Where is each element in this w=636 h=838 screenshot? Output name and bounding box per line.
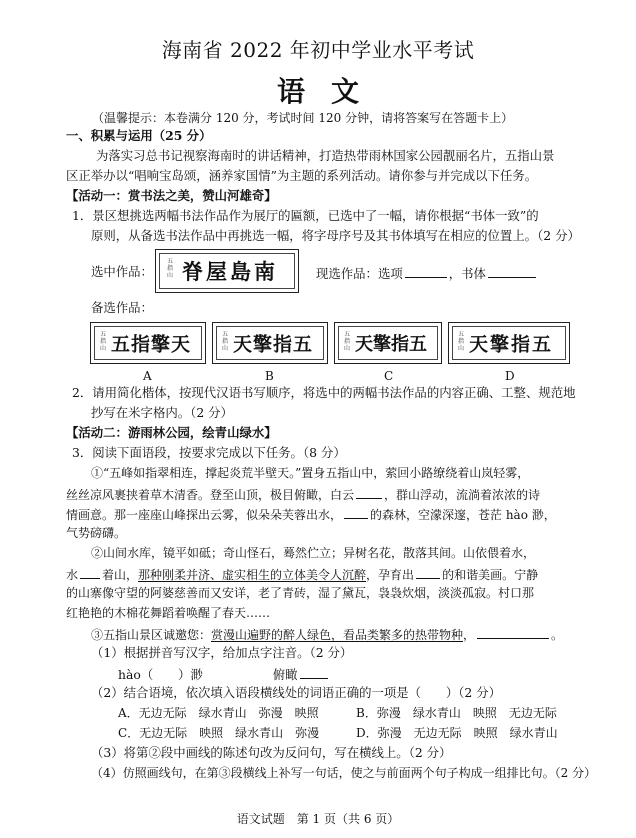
question-1-line-1: 1．景区想挑选两幅书法作品作为展厅的匾额，已选中了一幅，请你根据“书体一致”的 xyxy=(72,208,539,223)
seal-mark: 五指山 xyxy=(457,331,464,352)
subquestion-4: （4）仿照画线句，在第③段横线上补写一句话，使之与前面两个句子构成一组排比句。（2 分） xyxy=(91,766,597,780)
current-selection xyxy=(316,266,538,280)
option-c: C．无边无际 映照 绿水青山 弥漫 xyxy=(118,726,320,740)
passage-blank-2[interactable] xyxy=(344,507,368,519)
candidate-d-letter: D xyxy=(505,369,515,383)
passage-2-line-3: 的山寨像守望的阿婆慈善而又安详，老了青砖，湿了黛瓦，袅袅炊烟，淡淡孤寂。村口那 xyxy=(66,586,535,600)
pinyin-answer-blank[interactable] xyxy=(300,667,328,679)
question-1-line-2: 原则，从备选书法作品中再挑选一幅，将字母序号及其书体填写在相应的位置上。（2 分） xyxy=(91,228,580,243)
passage-3-line-1: ③五指山景区诚邀您：赏漫山遍野的醉人绿色，看品类繁多的热带物种， 。 xyxy=(91,628,564,642)
passage-blank-3[interactable] xyxy=(80,567,100,579)
subquestion-1-items: hào（ ）渺 俯瞰 xyxy=(118,667,330,681)
passage-1-line-3: 情画意。那一座座山峰探出云雾，似朵朵芙蓉出水， 的森林，空濛深邃，苍茫 hào 渺， xyxy=(66,508,556,522)
intro-line-2: 区正举办以“唱响宝岛颂，涵养家国情”为主题的系列活动。请你参与并完成以下任务。 xyxy=(66,168,538,183)
option-b: B．弥漫 绿水青山 映照 无边无际 xyxy=(356,706,557,720)
candidate-c-frame xyxy=(334,322,442,364)
passage-2-line-4: 红艳艳的木棉花舞蹈着唤醒了春天…… xyxy=(66,606,271,620)
passage-2-line-2: 水 着山，那种刚柔并济、虚实相生的立体美令人沉醉，孕育出 的和谐美画。宁静 xyxy=(66,568,539,582)
selected-work-label: 选中作品： xyxy=(91,264,153,279)
page-footer: 语文试题 第 1 页（共 6 页） xyxy=(236,812,400,826)
candidate-c-text: 天擎指五 xyxy=(355,334,427,355)
activity-2-title: 【活动二：游雨林公园，绘青山绿水】 xyxy=(66,425,277,440)
section-title: 一、积累与运用（25 分） xyxy=(66,128,212,143)
question-2-line-2: 抄写在米字格内。（2 分） xyxy=(91,405,233,420)
option-a: A．无边无际 绿水青山 弥漫 映照 xyxy=(118,706,319,720)
option-d: D．弥漫 无边无际 映照 绿水青山 xyxy=(356,726,558,740)
script-label: ，书体 xyxy=(448,266,486,281)
candidate-b-text: 天擎指五 xyxy=(233,333,314,356)
passage-blank-1[interactable] xyxy=(356,487,382,499)
seal-mark: 五指山 xyxy=(221,331,228,352)
candidate-b-frame xyxy=(212,322,328,364)
question-3: 3．阅读下面语段，按要求完成以下任务。（8 分） xyxy=(72,445,346,460)
passage-1-line-4: 气势磅礴。 xyxy=(66,526,127,540)
seal-mark: 五指山 xyxy=(99,331,106,352)
candidate-d-frame xyxy=(448,322,570,364)
candidates-label: 备选作品： xyxy=(91,300,153,315)
passage-1-line-1: ①“五峰如指翠相连，撑起炎荒半壁天。”置身五指山中，萦回小路缭绕着山岚轻雾， xyxy=(91,466,530,480)
subquestion-3: （3）将第②段中画线的陈述句改为反问句，写在横线上。（2 分） xyxy=(91,745,452,760)
seal-mark: 五指山 xyxy=(166,258,173,279)
candidate-d-text: 天擎指五 xyxy=(469,333,554,356)
candidate-a-frame xyxy=(90,322,206,364)
passage-1-line-2: 丝丝凉风裹挟着草木清香。登至山顶，极目俯瞰，白云 ，群山浮动，流淌着浓浓的诗 xyxy=(66,488,541,502)
passage-blank-4[interactable] xyxy=(416,567,440,579)
passage-blank-5[interactable] xyxy=(477,627,549,639)
exam-title: 海南省 2022 年初中学业水平考试 xyxy=(161,38,475,62)
selected-calligraphy-text: 脊屋島南 xyxy=(182,259,278,284)
parallel-underlined-sentence: 赏漫山遍野的醉人绿色，看品类繁多的热带物种 xyxy=(211,628,464,642)
option-answer-blank[interactable] xyxy=(405,266,447,278)
exam-notice: （温馨提示：本卷满分 120 分，考试时间 120 分钟，请将答案写在答题卡上） xyxy=(92,111,514,125)
candidate-a-text: 五指擎天 xyxy=(111,333,192,356)
current-option-label: 现选作品：选项 xyxy=(316,266,403,281)
passage-2-line-1: ②山间水库，镜平如砥；奇山怪石，蓦然伫立；异树名花，散落其间。山依偎着水， xyxy=(91,546,536,560)
selected-calligraphy-frame xyxy=(155,249,299,293)
candidate-b-letter: B xyxy=(265,369,274,383)
underlined-sentence: 那种刚柔并济、虚实相生的立体美令人沉醉 xyxy=(138,568,367,582)
candidate-c-letter: C xyxy=(384,369,394,383)
script-answer-blank[interactable] xyxy=(488,266,536,278)
seal-mark: 五指山 xyxy=(343,331,350,352)
subquestion-2: （2）结合语境，依次填入语段横线处的词语正确的一项是（ ）（2 分） xyxy=(91,685,502,700)
candidate-a-letter: A xyxy=(143,369,152,383)
question-2-line-1: 2．请用简化楷体，按现代汉语书写顺序，将选中的两幅书法作品的内容正确、工整、规范地 xyxy=(72,385,576,400)
subquestion-1: （1）根据拼音写汉字，给加点字注音。（2 分） xyxy=(91,645,353,660)
activity-1-title: 【活动一：赏书法之美，赞山河雄奇】 xyxy=(66,188,277,203)
subject-title: 语文 xyxy=(276,75,385,108)
intro-line-1: 为落实习总书记视察海南时的讲话精神，打造热带雨林国家公园靓丽名片，五指山景 xyxy=(96,148,555,163)
